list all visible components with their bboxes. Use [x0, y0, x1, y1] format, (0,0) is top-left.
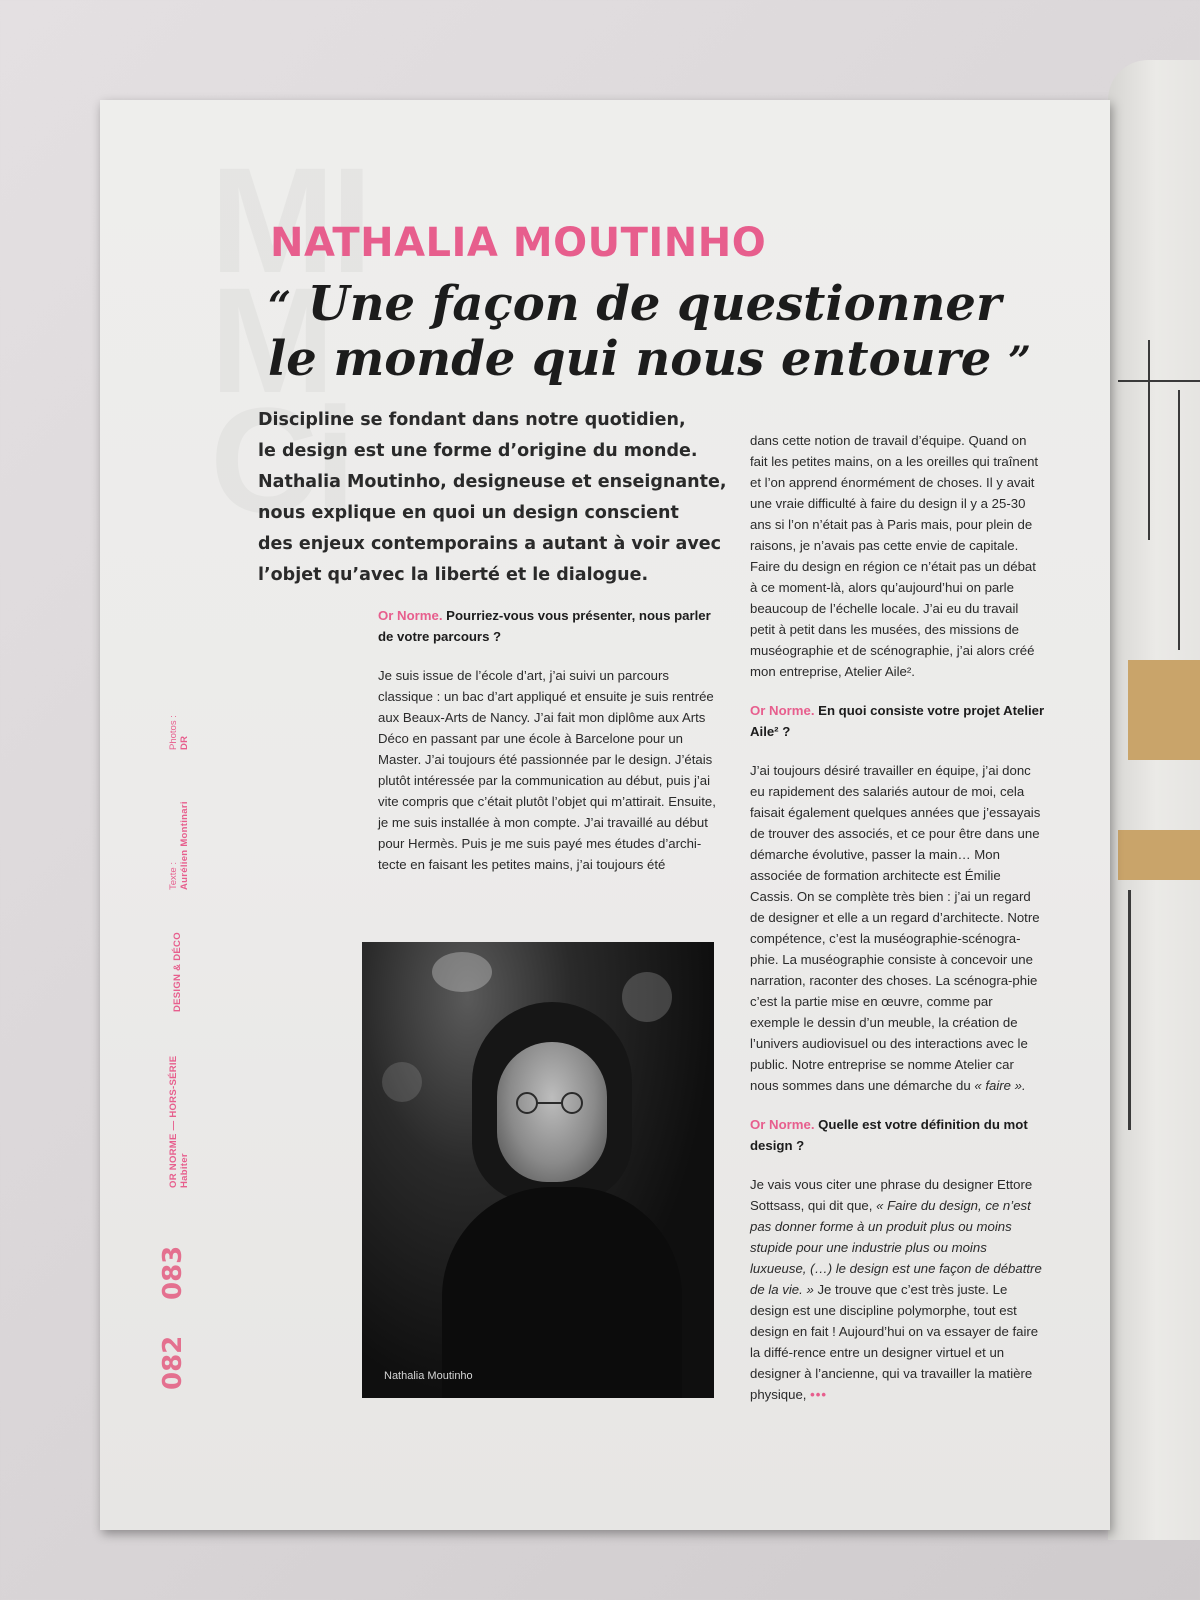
interviewer-label: Or Norme.: [750, 1117, 815, 1132]
photo-body: [442, 1187, 682, 1398]
answer-emphasis: « faire ».: [974, 1078, 1026, 1093]
sidebar-text-credit: [168, 801, 190, 890]
article-subject-name: NATHALIA MOUTINHO: [270, 220, 767, 266]
continue-dots-icon: •••: [810, 1387, 827, 1402]
illustration-wood-panel: [1128, 660, 1200, 760]
question-text: Quelle est votre définition du mot design ?: [750, 1117, 1028, 1153]
text-credit-author: Aurélien Montinari: [179, 801, 190, 890]
interviewer-label: Or Norme.: [378, 608, 443, 623]
question-text: Pourriez-vous vous présenter, nous parler de votre parcours ?: [378, 608, 711, 644]
illustration-strut: [1118, 380, 1200, 382]
intro-line: Discipline se fondant dans notre quotidien,: [258, 410, 686, 430]
interview-answer-2: [750, 760, 1045, 1096]
intro-line: le design est une forme d’origine du monde.: [258, 441, 698, 461]
photo-bokeh: [622, 972, 672, 1022]
magazine-page: [100, 100, 1110, 1530]
interview-answer-3: [750, 1174, 1045, 1405]
answer-text: Je vais vous citer une phrase du designer Ettore Sottsass, qui dit que,: [750, 1177, 1033, 1213]
answer-text: Je trouve que c’est très juste. Le design est une discipline polymorphe, tout est design en fait ! Aujourd’hui on va essayer de faire la diffé-rence entre un designer virtuel et un designer à l’ancienne, qui va travailler la matière physique,: [750, 1282, 1039, 1402]
intro-line: l’objet qu’avec la liberté et le dialogue.: [258, 565, 649, 585]
sottsass-quote: « Faire du design, ce n’est pas donner forme à un produit plus ou moins stupide pour une industrie plus ou moins luxueuse, (…) le design est une façon de débattre de la vie. »: [750, 1198, 1042, 1297]
photo-credit-label: Photos :: [168, 715, 179, 750]
next-page-edge: [1108, 60, 1200, 1540]
interview-question-3: [750, 1114, 1045, 1156]
question-text: En quoi consiste votre projet Atelier Aile² ?: [750, 703, 1045, 739]
sidebar-rubrique: [172, 932, 183, 1012]
headline-line-1: Une façon de questionner: [307, 276, 1002, 332]
illustration-strut: [1178, 390, 1180, 650]
sidebar-magazine-title: [168, 1056, 190, 1188]
quote-open-mark: “: [268, 283, 292, 330]
illustration-strut: [1148, 340, 1150, 540]
photo-credit-value: DR: [179, 735, 190, 750]
sidebar-photo-credit: [168, 715, 190, 750]
article-headline-quote: [268, 278, 1048, 388]
quote-close-mark: ”: [1008, 338, 1032, 385]
interviewer-label: Or Norme.: [750, 703, 815, 718]
magazine-title: OR NORME — HORS-SÉRIE: [168, 1055, 179, 1188]
page-number-left: 082: [158, 1335, 188, 1390]
headline-line-2: le monde qui nous entoure: [268, 331, 992, 387]
answer-text: J’ai toujours désiré travailler en équipe, j’ai donc eu rapidement des salariés autour de moi, cela faisait également quelques années que j’essayais de trouver des associés, et ce pour être dans une démarche évolutive, passer la main… Mon associée de formation architecte est Émilie Cassis. On se complète très bien : j’ai un regard de designer et elle a un regard d’architecte. Notre compétence, c’est la muséographie-scénogra-phie. La muséographie consiste à concevoir une narration, raconter des choses. La scénogra-phie c’est la partie mise en œuvre, comme par exemple le dessin d’un meuble, la création de l’univers audiovisuel ou des interactions avec le public. Notre entreprise se nomme Atelier car nous sommes dans une démarche du: [750, 763, 1041, 1093]
intro-line: nous explique en quoi un design conscient: [258, 503, 679, 523]
magazine-section: Habiter: [179, 1153, 190, 1188]
rubrique-label: DESIGN & DÉCO: [172, 932, 183, 1012]
photo-bokeh: [382, 1062, 422, 1102]
interview-answer-1a: Je suis issue de l’école d’art, j’ai suivi un parcours classique : un bac d’art appliqué et ensuite je suis rentrée aux Beaux-Arts de Nancy. J’ai fait mon diplôme aux Arts Déco en passant par une école à Barcelone pour un Master. J’ai toujours été passionnée par le design. J’étais plutôt intéressée par la communication au début, puis j’ai vite compris que c’était plutôt l’objet qui m’attirait. Ensuite, je me suis installée à mon compte. J’ai travaillé au début pour Hermès. Puis je me suis payé mes études d’archi-tecte en faisant les petites mains, j’ai toujours été: [378, 668, 716, 872]
interview-answer-1b: dans cette notion de travail d’équipe. Quand on fait les petites mains, on a les oreilles qui traînent et l’on apprend énormément de choses. Il y avait une vraie difficulté à faire du design il y a 25-30 ans si l’on n’était pas à Paris mais, pour plein de raisons, je n’avais pas cette envie de capitale. Faire du design en région ce n’était pas un débat à ce moment-là, alors qu’aujourd’hui on parle beaucoup de l’échelle locale. J’ai eu du travail petit à petit dans les musées, des missions de muséographie et de scénographie, j’ai alors créé mon entreprise, Atelier Aile².: [750, 433, 1039, 679]
page-number-right: 083: [158, 1245, 188, 1300]
portrait-photo: [362, 942, 714, 1398]
illustration-strut: [1128, 890, 1131, 1130]
interview-question-1: [378, 605, 723, 647]
intro-line: Nathalia Moutinho, designeuse et enseignante,: [258, 472, 727, 492]
interview-question-2: [750, 700, 1045, 742]
text-column-right: [750, 430, 1045, 1423]
text-credit-label: Texte :: [168, 862, 179, 890]
article-intro: [258, 405, 728, 591]
illustration-wood-panel: [1118, 830, 1200, 880]
sidebar-page-number-right: [158, 1246, 188, 1300]
glasses-icon: [502, 1092, 602, 1114]
text-column-left: [378, 605, 723, 893]
sidebar-page-numbers: [158, 1336, 188, 1390]
photo-caption: Nathalia Moutinho: [384, 1370, 473, 1382]
intro-line: des enjeux contemporains a autant à voir avec: [258, 534, 721, 554]
photo-bokeh: [432, 952, 492, 992]
